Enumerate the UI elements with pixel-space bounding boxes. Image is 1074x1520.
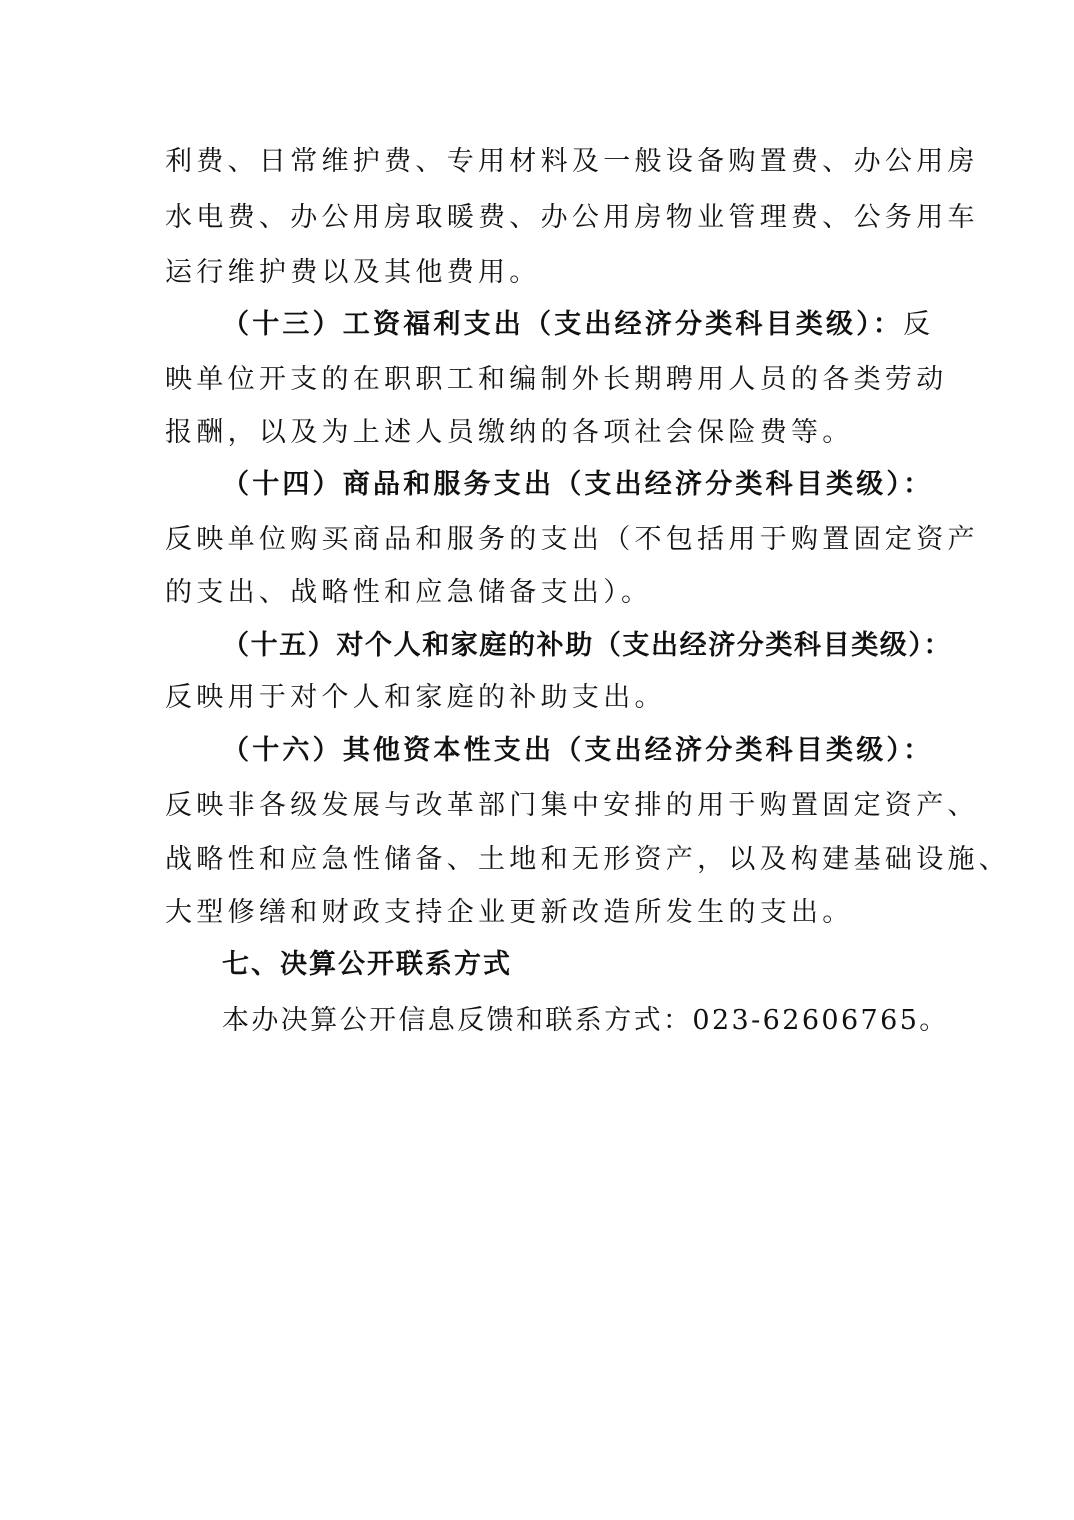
paragraph-line: 报酬，以及为上述人员缴纳的各项社会保险费等。 (165, 417, 854, 448)
item13-first-line (222, 305, 982, 345)
paragraph-line: 的支出、战略性和应急储备支出）。 (165, 577, 653, 608)
paragraph-line: 运行维护费以及其他费用。 (165, 257, 541, 288)
paragraph-line: 反映非各级发展与改革部门集中安排的用于购置固定资产、 (165, 790, 979, 821)
paragraph-line: 大型修缮和财政支持企业更新改造所发生的支出。 (165, 897, 854, 928)
paragraph-line: 战略性和应急性储备、土地和无形资产，以及构建基础设施、 (165, 844, 1011, 875)
item13-first-tail: 反 (903, 309, 935, 340)
paragraph-line: 利费、日常维护费、专用材料及一般设备购置费、办公用房 (165, 146, 979, 177)
section7-contact: 本办决算公开信息反馈和联系方式：023-62606765。 (222, 1005, 949, 1036)
paragraph-line: 反映单位购买商品和服务的支出（不包括用于购置固定资产 (165, 524, 979, 555)
item14-heading: （十四）商品和服务支出（支出经济分类科目类级）： (222, 469, 934, 500)
paragraph-line: 反映用于对个人和家庭的补助支出。 (165, 682, 666, 713)
section7-title: 七、决算公开联系方式 (222, 949, 512, 980)
item15-heading: （十五）对个人和家庭的补助（支出经济分类科目类级）： (222, 630, 953, 661)
paragraph-line: 水电费、办公用房取暖费、办公用房物业管理费、公务用车 (165, 202, 979, 233)
paragraph-line: 映单位开支的在职职工和编制外长期聘用人员的各类劳动 (165, 364, 948, 395)
item16-heading: （十六）其他资本性支出（支出经济分类科目类级）： (222, 735, 934, 766)
item13-heading: （十三）工资福利支出（支出经济分类科目类级）： (222, 309, 904, 340)
